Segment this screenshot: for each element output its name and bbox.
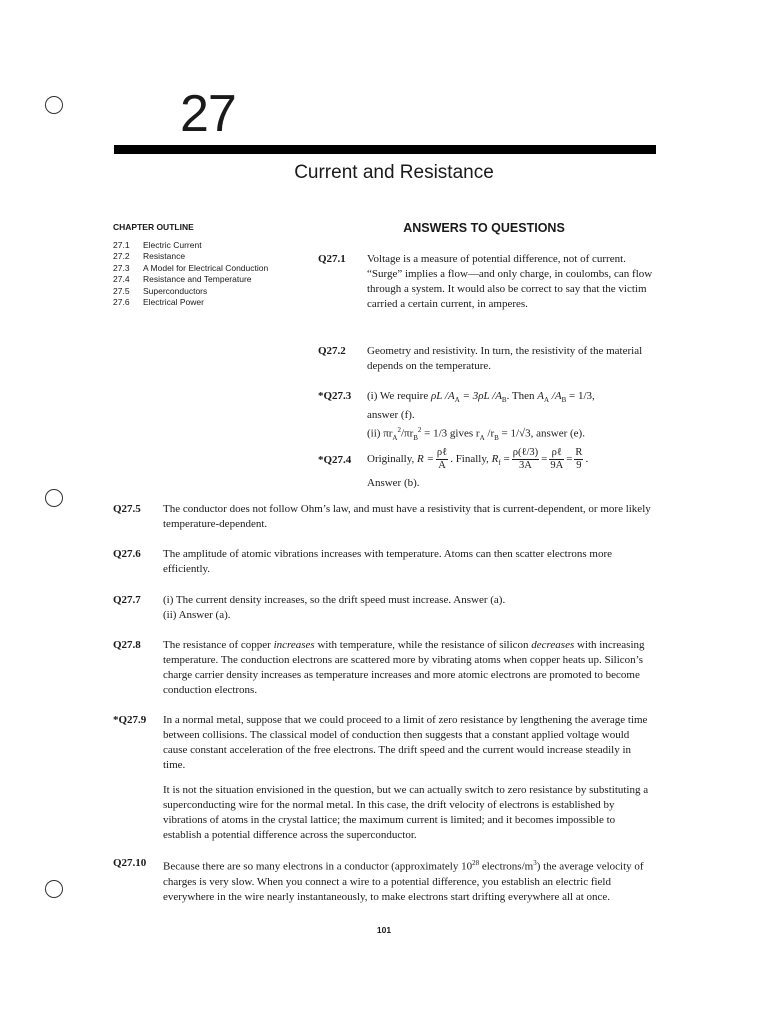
- answer-paragraph: In a normal metal, suppose that we could proceed to a limit of zero resistance by lengthening the average time between collisions. The classical model of conduction then suggests that a constant applied voltage would cause constant acceleration of the free electrons. The drift speed and the current would increase steadily in time.: [163, 714, 648, 771]
- subscript: A: [543, 396, 550, 405]
- answer-text: Geometry and resistivity. In turn, the resistivity of the material depends on the temperature.: [367, 345, 643, 372]
- fraction-numerator: R: [575, 446, 583, 458]
- page-number: 101: [376, 925, 392, 935]
- subscript: B: [494, 434, 499, 443]
- outline-heading: CHAPTER OUTLINE: [113, 222, 194, 232]
- fraction: [549, 447, 564, 472]
- answer-equation: [318, 446, 658, 476]
- question-label: Q27.7: [113, 594, 141, 606]
- answers-heading: ANSWERS TO QUESTIONS: [403, 221, 565, 235]
- answer-line: (ii) Answer (a).: [163, 609, 231, 621]
- emphasis: increases: [273, 639, 315, 651]
- fraction-numerator: ρ(ℓ/3): [512, 446, 539, 458]
- outline-item-number: 27.3: [113, 262, 130, 273]
- answer-text: Answer (b).: [367, 477, 420, 490]
- answer-text: electrons/m: [479, 860, 534, 873]
- outline-item-label: Electrical Power: [143, 297, 204, 308]
- answer-text: =: [500, 453, 510, 465]
- question-label: Q27.1: [318, 253, 346, 265]
- outline-item: [113, 251, 313, 262]
- outline-item: [113, 240, 313, 251]
- answer-text: Because there are so many electrons in a conductor (approximately 10: [163, 860, 473, 873]
- answer-text: Originally,: [367, 453, 417, 465]
- answer-text: with temperature, while the resistance of silicon: [314, 639, 532, 651]
- outline-item-label: A Model for Electrical Conduction: [143, 262, 269, 273]
- answer-text: . Finally,: [450, 453, 492, 465]
- outline-item-number: 27.5: [113, 285, 130, 296]
- answer-text: = 1/3,: [566, 390, 595, 402]
- question-27-9: [113, 713, 653, 843]
- outline-item-number: 27.1: [113, 240, 130, 250]
- outline-item-label: Superconductors: [143, 285, 208, 296]
- outline-item-label: Resistance: [143, 251, 186, 262]
- answer-paragraph: It is not the situation envisioned in the question, but we can actually switch to zero resistance by substituting a superconducting wire for the normal metal. In this case, the drift velocity of electrons is established by vibrations of atoms in the crystal lattice; the maximum current is limited; and it becomes impossible to establish a potential difference across the superconductor.: [163, 784, 649, 841]
- question-label: Q27.2: [318, 345, 346, 357]
- superscript: 3: [533, 859, 537, 867]
- chapter-number: 27: [180, 85, 236, 143]
- answer-text: The conductor does not follow Ohm’s law, and must have a resistivity that is current-dependent, or more likely temperature-dependent.: [163, 503, 651, 530]
- subscript: A: [392, 434, 398, 443]
- question-27-5: [113, 502, 653, 532]
- question-27-6: [113, 547, 653, 577]
- question-27-3: [318, 389, 658, 446]
- outline-item-number: 27.6: [113, 297, 130, 308]
- outline-item-label: Resistance and Temperature: [143, 274, 252, 285]
- fraction-numerator: ρℓ: [436, 446, 448, 458]
- fraction-numerator: ρℓ: [549, 447, 564, 460]
- subscript: A: [479, 434, 485, 443]
- equation: R =: [417, 453, 434, 465]
- answer-line: (i) The current density increases, so the drift speed must increase. Answer (a).: [163, 594, 506, 606]
- fraction-denominator: A: [438, 459, 446, 471]
- outline-item: [113, 263, 313, 274]
- fraction: [436, 447, 448, 472]
- equation: = 3ρL /A: [459, 390, 502, 402]
- answer-text: The amplitude of atomic vibrations increases with temperature. Atoms can then scatter electrons more efficiently.: [163, 548, 613, 575]
- chapter-title: Current and Resistance: [294, 162, 494, 183]
- question-label: *Q27.3: [318, 390, 352, 402]
- fraction-denominator: 3A: [519, 459, 532, 471]
- outline-item: [113, 286, 313, 297]
- answer-line: [318, 389, 658, 446]
- question-27-4: [318, 446, 658, 491]
- emphasis: decreases: [531, 639, 575, 651]
- chapter-outline: [113, 222, 313, 308]
- answer-text: =: [566, 453, 573, 465]
- binder-hole-bottom: [45, 880, 63, 898]
- answer-text: /r: [484, 427, 495, 440]
- outline-item: [113, 297, 313, 308]
- outline-item-number: 27.2: [113, 251, 130, 262]
- fraction: [512, 447, 539, 472]
- variable: A: [537, 390, 544, 402]
- question-label: Q27.5: [113, 503, 141, 515]
- variable: R: [491, 453, 499, 465]
- answer-text: [113, 856, 653, 905]
- outline-item-label: Electric Current: [143, 240, 202, 250]
- answer-text: = 1/3 gives r: [421, 427, 480, 440]
- binder-hole-top: [45, 96, 63, 114]
- subscript: f: [498, 459, 501, 468]
- answer-text: [113, 638, 653, 698]
- subscript: B: [413, 434, 418, 443]
- answer-text: answer (f).: [367, 409, 415, 422]
- question-label: Q27.8: [113, 639, 141, 651]
- superscript: 2: [417, 426, 422, 435]
- answer-text: (i) We require: [367, 390, 431, 402]
- chapter-rule: [114, 145, 656, 154]
- question-27-10: [113, 856, 653, 905]
- answer-text: =: [541, 453, 548, 465]
- answer-text: with increasing temperature. The conduction electrons are scattered more by vibrating atoms when copper heats up. Silicon’s charge carrier density increases as temperature increases and more atomic electrons are promoted to become conduction electrons.: [163, 639, 645, 696]
- answer-text: Voltage is a measure of potential difference, not of current. “Surge” implies a flow—and only charge, in coulombs, can flow through a system. It would also be correct to say that the victim carried a certain current, in amperes.: [367, 253, 653, 310]
- subscript: B: [501, 396, 507, 405]
- outline-item-number: 27.4: [113, 274, 130, 285]
- binder-hole-middle: [45, 489, 63, 507]
- answer-text: .: [585, 453, 589, 465]
- fraction-denominator: 9A: [550, 459, 564, 471]
- answer-text: (ii) πr: [367, 427, 393, 440]
- question-label: Q27.6: [113, 548, 141, 560]
- answer-text: ) the average velocity of charges is very slow. When you connect a wire to a potential difference, you establish an electric field everywhere in the wire nearly instantaneously, to make electrons start drifting everywhere all at once.: [163, 860, 644, 903]
- superscript: 2: [397, 426, 401, 435]
- answer-text: [113, 593, 653, 623]
- fraction: [574, 447, 583, 472]
- subscript: B: [561, 396, 567, 405]
- fraction-denominator: 9: [576, 459, 582, 471]
- question-label: *Q27.9: [113, 714, 147, 726]
- variable: /A: [549, 390, 562, 402]
- question-27-7: [113, 593, 653, 623]
- question-label: *Q27.4: [318, 454, 352, 466]
- question-27-1: [318, 252, 658, 312]
- answer-text: /πr: [400, 427, 414, 440]
- question-label: Q27.10: [113, 857, 147, 869]
- question-27-2: [318, 344, 658, 374]
- outline-item: [113, 274, 313, 285]
- question-27-8: [113, 638, 653, 698]
- answer-text: The resistance of copper: [163, 639, 274, 651]
- equation: ρL /A: [430, 390, 455, 402]
- subscript: A: [454, 396, 460, 405]
- superscript: 28: [472, 859, 480, 867]
- answer-text: = 1/√3, answer (e).: [498, 427, 585, 440]
- answer-text: . Then: [506, 390, 538, 402]
